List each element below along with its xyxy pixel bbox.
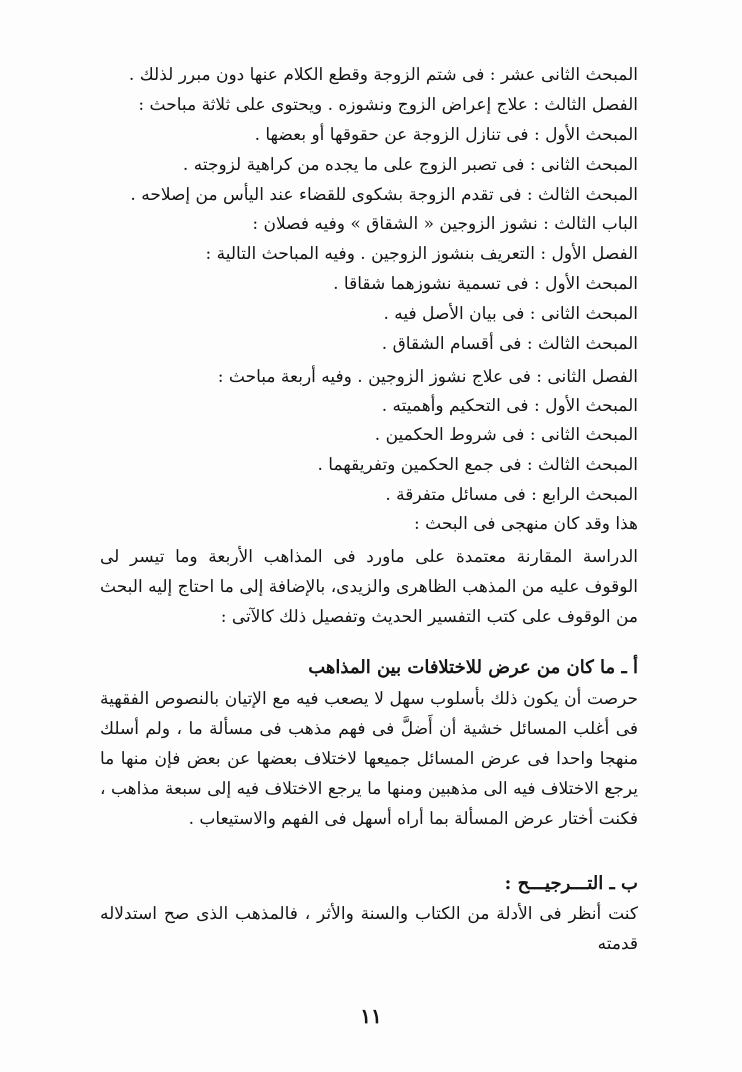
toc-line: الفصل الثالث : علاج إعراض الزوج ونشوزه . ويحتوى على ثلاثة مباحث : — [138, 95, 638, 115]
toc-line: المبحث الثالث : فى تقدم الزوجة بشكوى للقضاء عند اليأس من إصلاحه . — [130, 185, 638, 205]
section-a-heading: أ ـ ما كان من عرض للاختلافات بين المذاهب — [308, 657, 638, 678]
toc-line: المبحث الرابع : فى مسائل متفرقة . — [385, 485, 638, 505]
toc-line: المبحث الأول : فى تنازل الزوجة عن حقوقها أو بعضها . — [254, 125, 638, 145]
section-a-body: حرصت أن يكون ذلك بأسلوب سهل لا يصعب فيه مع الإتيان بالنصوص الفقهية فى أغلب المسائل خشية أن أَضلَّ فى فهم مذهب فى مسألة ما ، ولم أسلك منهجا واحدا فى عرض المسائل جميعها لاختلاف بعضها عن بعض فإن منها ما يرجع الاختلاف فيه الى مذهبين ومنها ما يرجع الاختلاف فيه إلى سبعة مذاهب ، فكنت أختار عرض المسألة بما أراه أسهل فى الفهم والاستيعاب . — [100, 689, 638, 829]
method-intro-line: هذا وقد كان منهجى فى البحث : — [414, 514, 638, 534]
toc-line: المبحث الثانى عشر : فى شتم الزوجة وقطع الكلام عنها دون مبرر لذلك . — [128, 65, 638, 85]
toc-line: المبحث الثانى : فى بيان الأصل فيه . — [383, 304, 638, 324]
toc-line: المبحث الثالث : فى أقسام الشقاق . — [381, 334, 638, 354]
toc-line: الفصل الثانى : فى علاج نشوز الزوجين . وفيه أربعة مباحث : — [217, 367, 638, 387]
toc-line: المبحث الأول : فى تسمية نشوزهما شقاقا . — [333, 274, 638, 294]
toc-line: المبحث الثانى : فى شروط الحكمين . — [374, 425, 638, 445]
page-number: ١١ — [360, 1004, 382, 1028]
toc-line: الباب الثالث : نشوز الزوجين « الشقاق » وفيه فصلان : — [252, 214, 638, 234]
intro-paragraph: الدراسة المقارنة معتمدة على ماورد فى المذاهب الأربعة وما تيسر لى الوقوف عليه من المذهب الظاهرى والزيدى، بالإضافة إلى ما احتاج إليه البحث من الوقوف على كتب التفسير الحديث وتفصيل ذلك كالآتى : — [100, 547, 638, 627]
toc-line: المبحث الثالث : فى جمع الحكمين وتفريقهما . — [317, 455, 638, 475]
section-b-body: كنت أنظر فى الأدلة من الكتاب والسنة والأثر ، فالمذهب الذى صح استدلاله قدمته — [100, 904, 638, 954]
toc-line: المبحث الثانى : فى تصبر الزوج على ما يجده من كراهية لزوجته . — [182, 155, 638, 175]
section-b-heading: ب ـ التـــرجيـــح : — [504, 873, 638, 894]
toc-line: المبحث الأول : فى التحكيم وأهميته . — [381, 396, 638, 416]
toc-line: الفصل الأول : التعريف بنشوز الزوجين . وفيه المباحث التالية : — [205, 244, 638, 264]
